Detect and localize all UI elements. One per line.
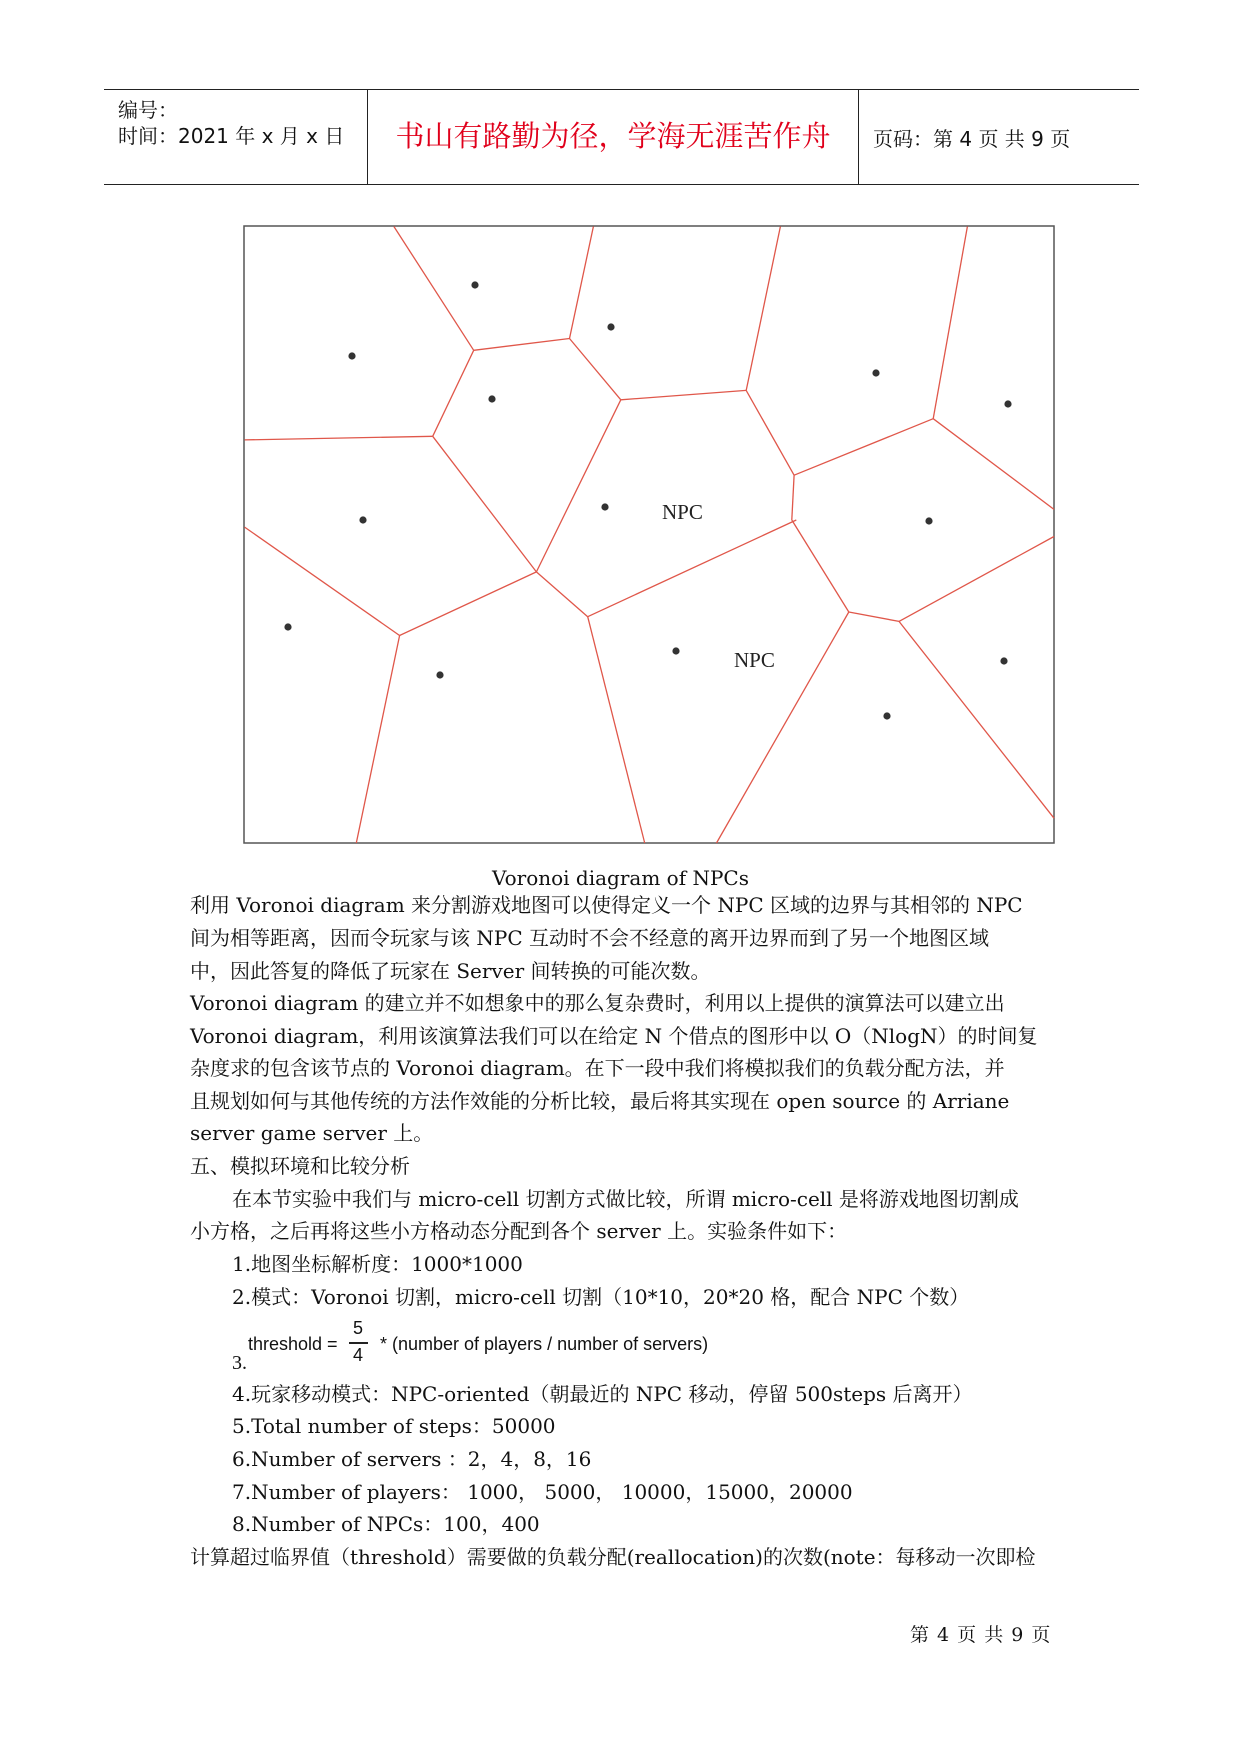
npc-point <box>436 671 443 678</box>
npc-point <box>607 323 614 330</box>
npc-point <box>883 712 890 719</box>
threshold-expression: * (number of players / number of servers) <box>380 1334 709 1354</box>
condition-item-8: 8.Number of NPCs：100，400 <box>232 1512 540 1536</box>
voronoi-diagram <box>240 223 1060 848</box>
npc-point <box>872 369 879 376</box>
npc-point <box>471 281 478 288</box>
paragraph-3-line-2: 小方格，之后再将这些小方格动态分配到各个 server 上。实验条件如下： <box>190 1219 848 1243</box>
page-footer: 第 4 页 共 9 页 <box>910 1624 1052 1646</box>
date-label: 时间：2021 年 x 月 x 日 <box>118 124 345 148</box>
figure-border <box>244 226 1054 843</box>
paragraph-2-line-2: Voronoi diagram，利用该演算法我们可以在给定 N 个借点的图形中以 O（NlogN）的时间复 <box>190 1024 1038 1048</box>
condition-item-1: 1.地图坐标解析度：1000*1000 <box>232 1252 523 1276</box>
header-left-cell <box>104 90 366 184</box>
condition-item-7: 7.Number of players： 1000， 5000， 10000，15000，20000 <box>232 1480 853 1504</box>
npc-point <box>672 647 679 654</box>
paragraph-1-line-2: 间为相等距离，因而令玩家与该 NPC 互动时不会不经意的离开边界而到了另一个地图区域 <box>190 926 989 950</box>
paragraph-2-line-1: Voronoi diagram 的建立并不如想象中的那么复杂费时，利用以上提供的演算法可以建立出 <box>190 991 1005 1015</box>
paragraph-2-line-3: 杂度求的包含该节点的 Voronoi diagram。在下一段中我们将模拟我们的负载分配方法，并 <box>190 1056 1005 1080</box>
npc-point <box>488 395 495 402</box>
voronoi-figure <box>240 223 1060 848</box>
npc-point <box>925 517 932 524</box>
motto-text: 书山有路勤为径，学海无涯苦作舟 <box>395 119 831 153</box>
npc-point <box>348 352 355 359</box>
section-title: 五、模拟环境和比较分析 <box>190 1154 410 1178</box>
paragraph-2-line-4: 且规划如何与其他传统的方法作效能的分析比较，最后将其实现在 open source 的 Arriane <box>190 1089 1010 1113</box>
npc-label-2: NPC <box>734 648 775 672</box>
paragraph-3-line-1: 在本节实验中我们与 micro-cell 切割方式做比较，所谓 micro-cell 是将游戏地图切割成 <box>232 1187 1019 1211</box>
paragraph-2-line-5: server game server 上。 <box>190 1121 434 1145</box>
npc-point <box>601 503 608 510</box>
paragraph-1-line-1: 利用 Voronoi diagram 来分割游戏地图可以使得定义一个 NPC 区域的边界与其相邻的 NPC <box>190 893 1023 917</box>
fraction-bar <box>349 1342 368 1344</box>
condition-item-5: 5.Total number of steps：50000 <box>232 1414 556 1438</box>
page-header <box>104 89 1139 185</box>
header-right-cell <box>859 90 1139 184</box>
npc-point <box>1004 400 1011 407</box>
npc-point <box>1000 657 1007 664</box>
serial-number-label: 编号： <box>118 98 178 122</box>
page-number-label: 页码：第 4 页 共 9 页 <box>873 127 1071 151</box>
condition-item-2: 2.模式：Voronoi 切割，micro-cell 切割（10*10，20*20 格，配合 NPC 个数） <box>232 1285 970 1309</box>
npc-point <box>284 623 291 630</box>
condition-item-3-number: 3. <box>232 1352 247 1374</box>
paragraph-4-line-1: 计算超过临界值（threshold）需要做的负载分配(reallocation)的次数(note：每移动一次即检 <box>190 1545 1036 1569</box>
figure-caption: Voronoi diagram of NPCs <box>492 866 749 890</box>
condition-item-4: 4.玩家移动模式：NPC-oriented（朝最近的 NPC 移动，停留 500steps 后离开） <box>232 1382 973 1406</box>
paragraph-1-line-3: 中，因此答复的降低了玩家在 Server 间转换的可能次数。 <box>190 959 711 983</box>
npc-point <box>359 516 366 523</box>
threshold-label: threshold = <box>248 1334 338 1354</box>
condition-item-6: 6.Number of servers ：2，4，8，16 <box>232 1447 592 1471</box>
npc-label-1: NPC <box>662 500 703 524</box>
threshold-formula <box>232 1318 832 1374</box>
header-motto-cell <box>367 90 859 184</box>
fraction-denominator: 4 <box>353 1345 364 1365</box>
fraction-numerator: 5 <box>353 1318 364 1338</box>
